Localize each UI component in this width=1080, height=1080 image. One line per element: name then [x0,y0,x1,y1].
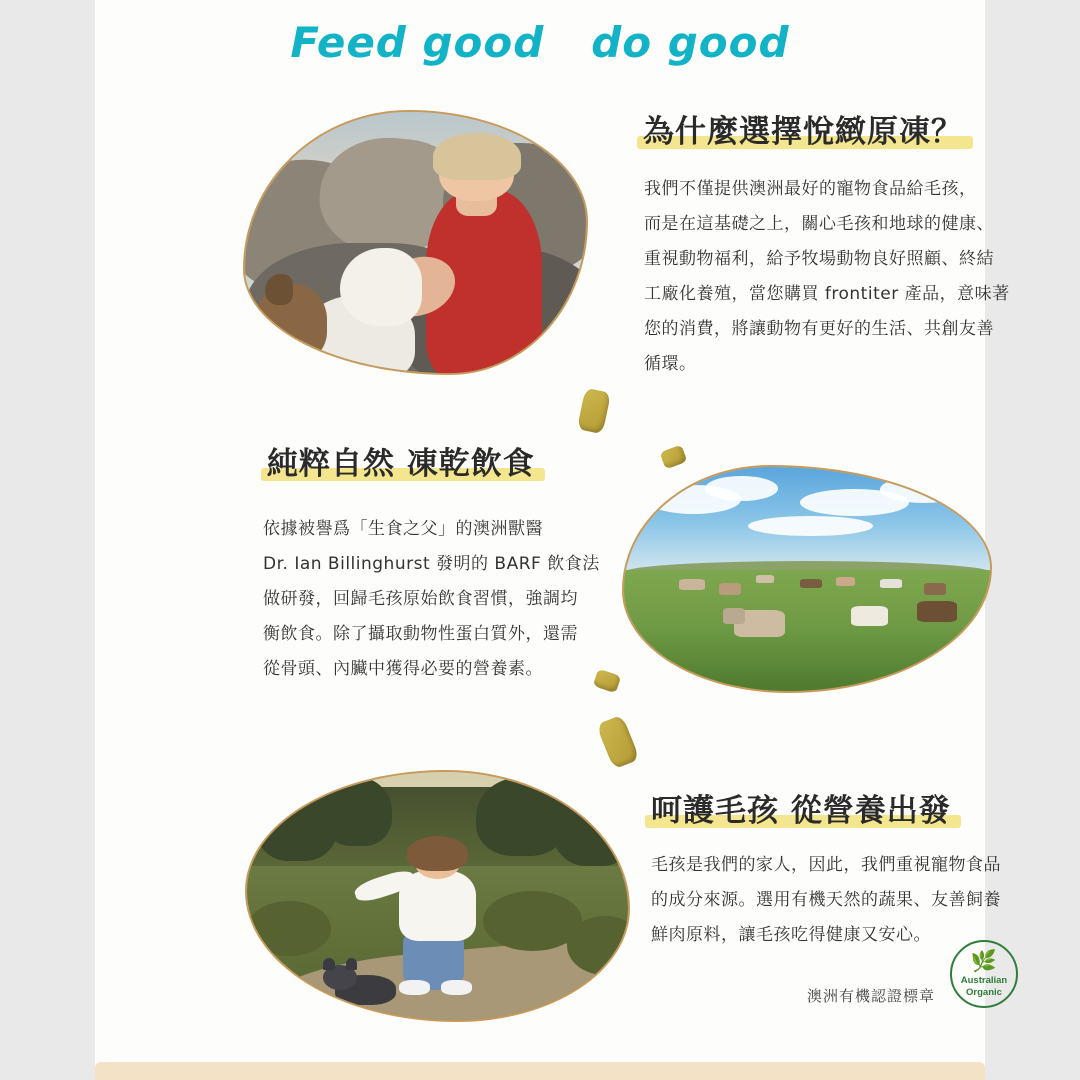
organic-certification-badge [950,940,1018,1008]
section-3-image [245,770,630,1022]
section-3-title: 呵護毛孩 從營養出發 [651,785,951,830]
badge-line-1: Australian [960,975,1008,986]
section-1-image [243,110,588,375]
section-2-body: 依據被譽爲「生食之父」的澳洲獸醫 Dr. Ian Billinghurst 發明的 BARF 飲食法 做研發，回歸毛孩原始飲食習慣，強調均 衡飲食。除了攝取動物性蛋白質外，還需 從骨頭、內臟中獲得必要的營養素。 [263,519,600,679]
photo-cattle-pasture [624,467,990,691]
section-3-body: 毛孩是我們的家人，因此，我們重視寵物食品 的成分來源。選用有機天然的蔬果、友善飼養 鮮肉原料，讓毛孩吃得健康又安心。 [651,855,1001,945]
section-1-body: 我們不僅提供澳洲最好的寵物食品給毛孩， 而是在這基礎之上，關心毛孩和地球的健康、 重視動物福利，給予牧場動物良好照顧、終結 工廠化養殖，當您購買 frontiter 產品，意味著 您的消費，將讓動物有更好的生活、共創友善 循環。 [644,179,1010,374]
page-title: Feed good do good [290,18,790,67]
section-2-title: 純粹自然 凍乾飲食 [267,438,535,483]
poster-page [95,0,1010,1080]
section-2-image [622,465,992,693]
footer-strip [95,1062,985,1080]
leaf-icon: 🌿 [970,950,998,973]
badge-line-2: Organic [966,987,1002,998]
kibble-decor-2 [660,445,688,470]
badge-caption: 澳洲有機認證標章 [807,987,936,1005]
photo-woman-with-dogs [245,112,586,373]
section-1-title: 為什麼選擇悅緻原凍？ [643,106,963,151]
kibble-decor-1 [577,388,611,434]
kibble-decor-4 [596,715,640,770]
photo-girl-with-bulldog [247,772,628,1020]
